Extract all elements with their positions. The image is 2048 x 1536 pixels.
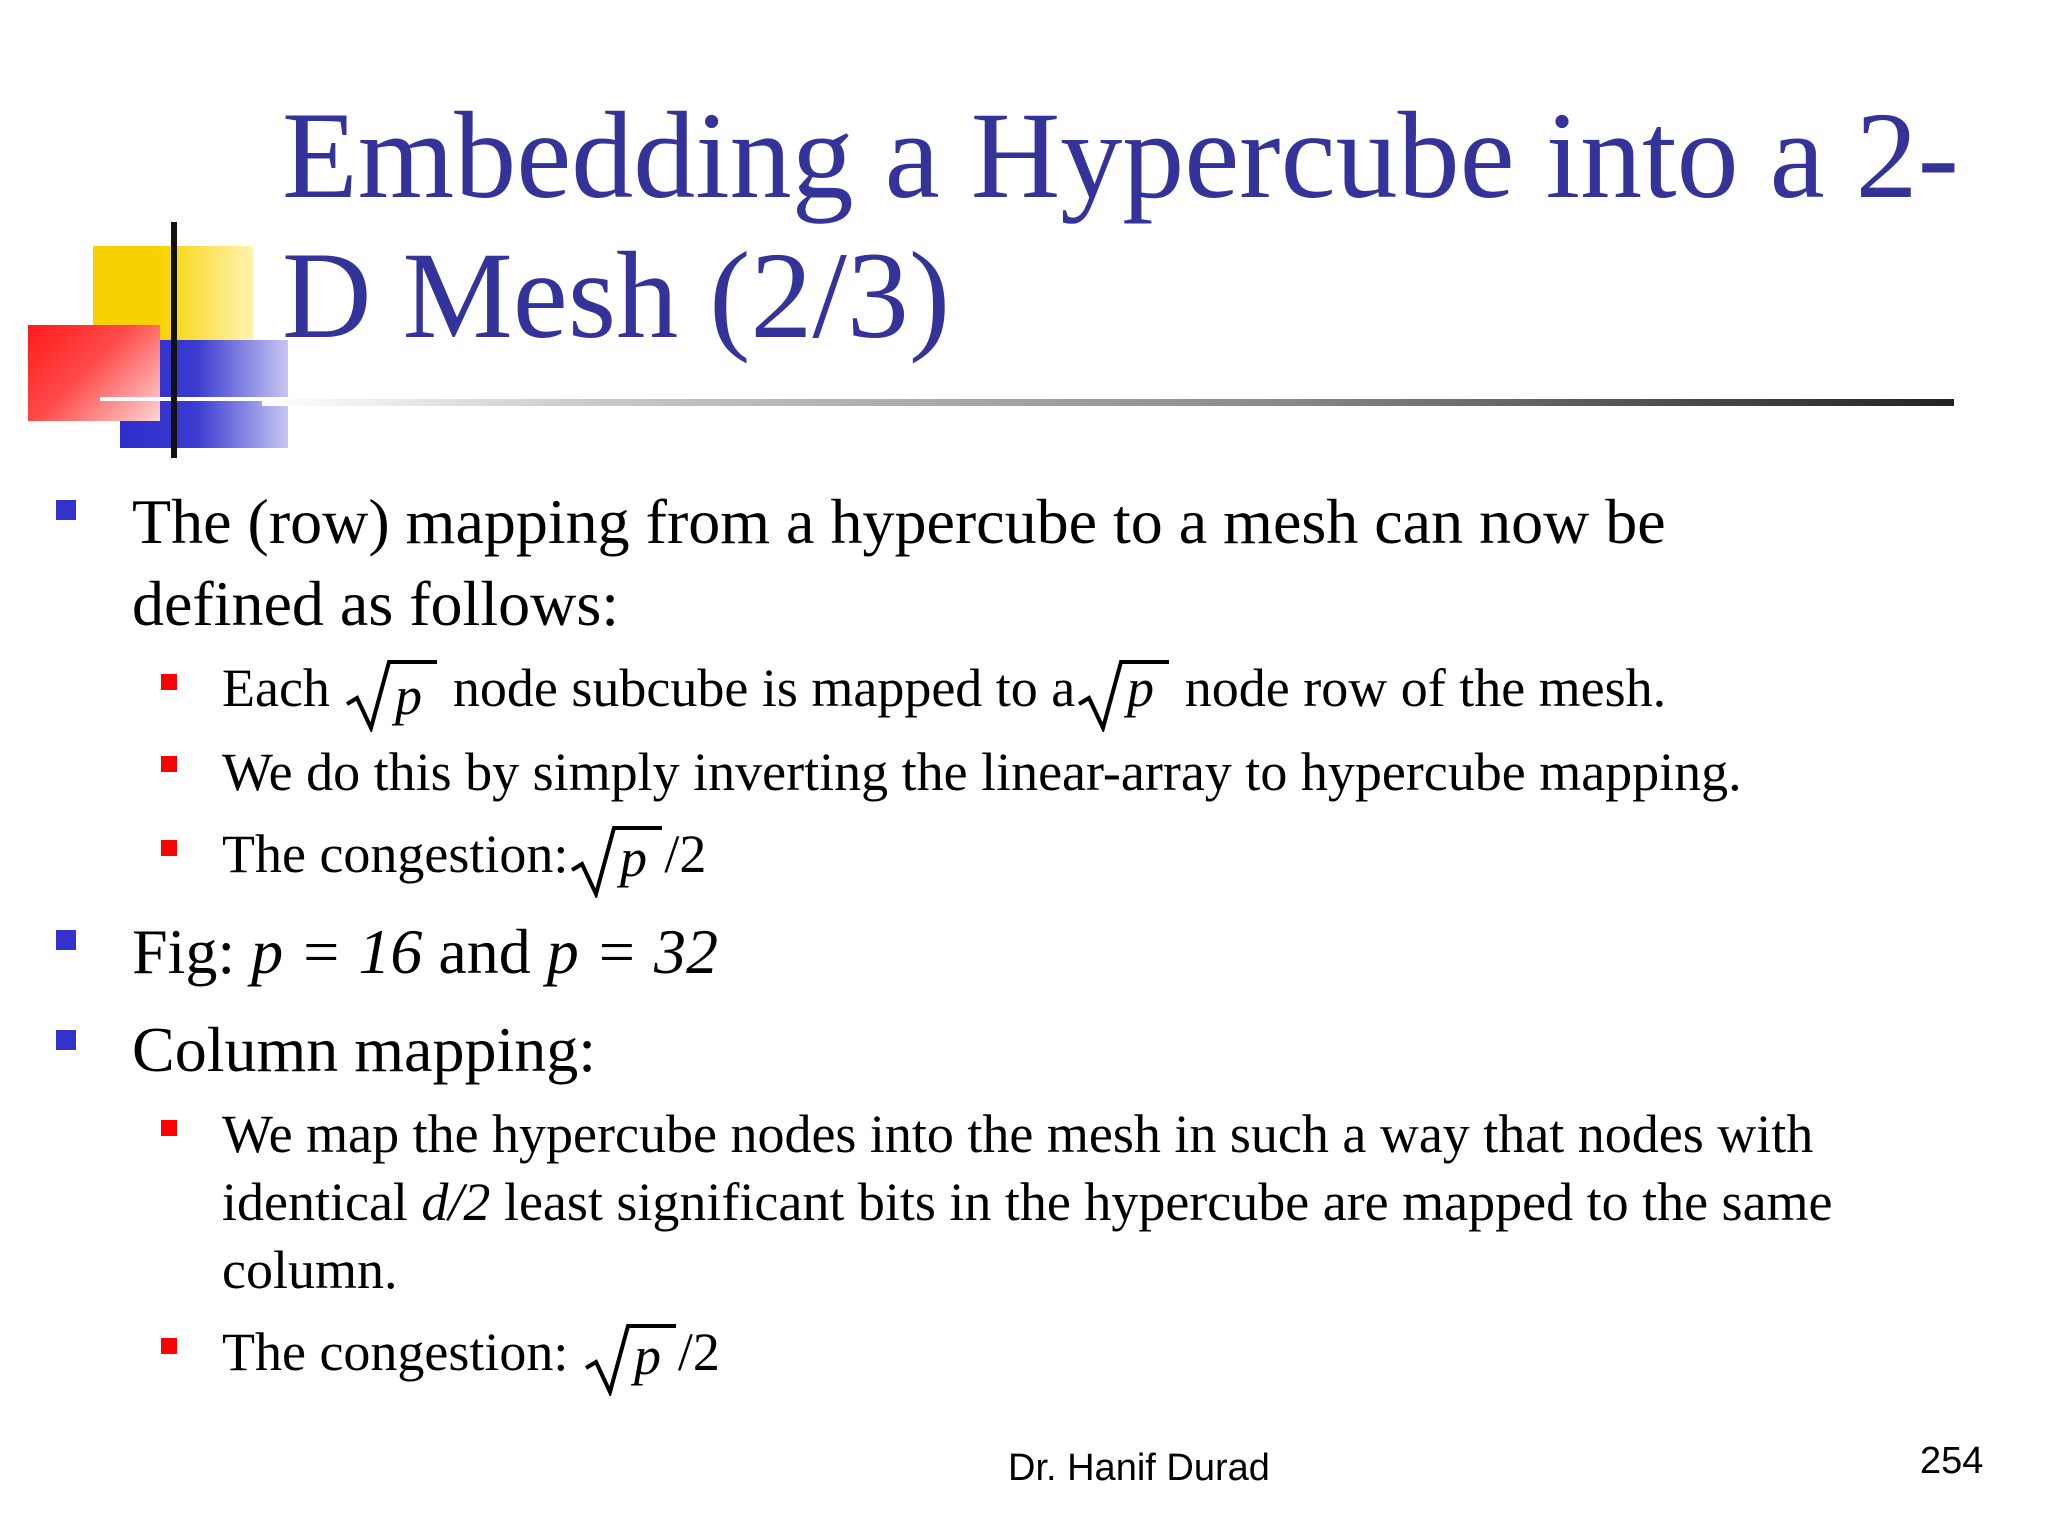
sub-bullet-marker-3-2 xyxy=(161,1338,177,1354)
sub-bullet-3-1-line-2-ital: d/2 xyxy=(421,1172,491,1232)
title-line-1: Embedding a Hypercube into a 2- xyxy=(282,87,1959,224)
slide-title xyxy=(282,86,2002,366)
sub-bullet-1-1 xyxy=(222,654,1666,732)
bullet-marker-1 xyxy=(56,500,76,520)
sub-bullet-1-1-mid: node subcube is mapped to a xyxy=(452,658,1076,718)
sqrt-radicand: p xyxy=(395,665,423,726)
sqrt-p-symbol xyxy=(582,1320,678,1396)
sqrt-radicand: p xyxy=(1127,657,1155,718)
bullet-2-pre: Fig: xyxy=(132,916,236,987)
decor-red-square xyxy=(28,325,160,421)
bullet-2 xyxy=(132,910,718,994)
title-line-2: D Mesh (2/3) xyxy=(282,227,951,364)
sqrt-p-symbol xyxy=(1075,656,1171,732)
bullet-1-line-2: defined as follows: xyxy=(132,568,619,639)
sqrt-radicand: p xyxy=(620,827,648,888)
sub-bullet-3-1-line-2-pre: identical xyxy=(222,1172,408,1232)
decor-vertical-line xyxy=(171,222,177,458)
sub-bullet-3-1-line-2 xyxy=(222,1168,1833,1236)
sub-bullet-marker-3-1 xyxy=(161,1120,177,1136)
sub-bullet-3-1-line-2-post: least significant bits in the hypercube are mapped to the same xyxy=(503,1172,1833,1232)
sub-bullet-marker-1-3 xyxy=(161,840,177,856)
bullet-marker-2 xyxy=(56,930,76,950)
bullet-3: Column mapping: xyxy=(132,1014,596,1085)
sub-bullet-1-3-pre: The congestion: xyxy=(222,824,569,884)
sub-bullet-3-1-line-1: We map the hypercube nodes into the mesh in such a way that nodes with xyxy=(222,1104,1814,1164)
sub-bullet-3-2-post: /2 xyxy=(677,1322,720,1382)
bullet-2-expr-2: p = 32 xyxy=(546,916,718,987)
sub-bullet-1-2: We do this by simply inverting the linear-array to hypercube mapping. xyxy=(222,742,1742,802)
sub-bullet-3-1-line-3: column. xyxy=(222,1240,398,1300)
bullet-2-and: and xyxy=(438,916,531,987)
bullet-2-expr-1: p = 16 xyxy=(251,916,423,987)
sqrt-radicand: p xyxy=(633,1325,661,1386)
title-underline xyxy=(262,399,1954,406)
sqrt-p-symbol xyxy=(343,656,439,732)
sqrt-p-symbol xyxy=(568,822,664,898)
bullet-1-line-1: The (row) mapping from a hypercube to a mesh can now be xyxy=(132,486,1666,557)
page-number: 254 xyxy=(1920,1440,1984,1482)
sub-bullet-marker-1-1 xyxy=(161,674,177,690)
sub-bullet-1-1-pre: Each xyxy=(222,658,330,718)
bullet-marker-3 xyxy=(56,1030,76,1050)
sub-bullet-3-2-pre: The congestion: xyxy=(222,1322,569,1382)
sub-bullet-1-1-post: node row of the mesh. xyxy=(1184,658,1667,718)
sub-bullet-marker-1-2 xyxy=(161,756,177,772)
sub-bullet-3-2 xyxy=(222,1318,720,1396)
sub-bullet-1-3 xyxy=(222,820,706,898)
sub-bullet-1-3-post: /2 xyxy=(664,824,707,884)
footer-author: Dr. Hanif Durad xyxy=(1008,1447,1270,1489)
